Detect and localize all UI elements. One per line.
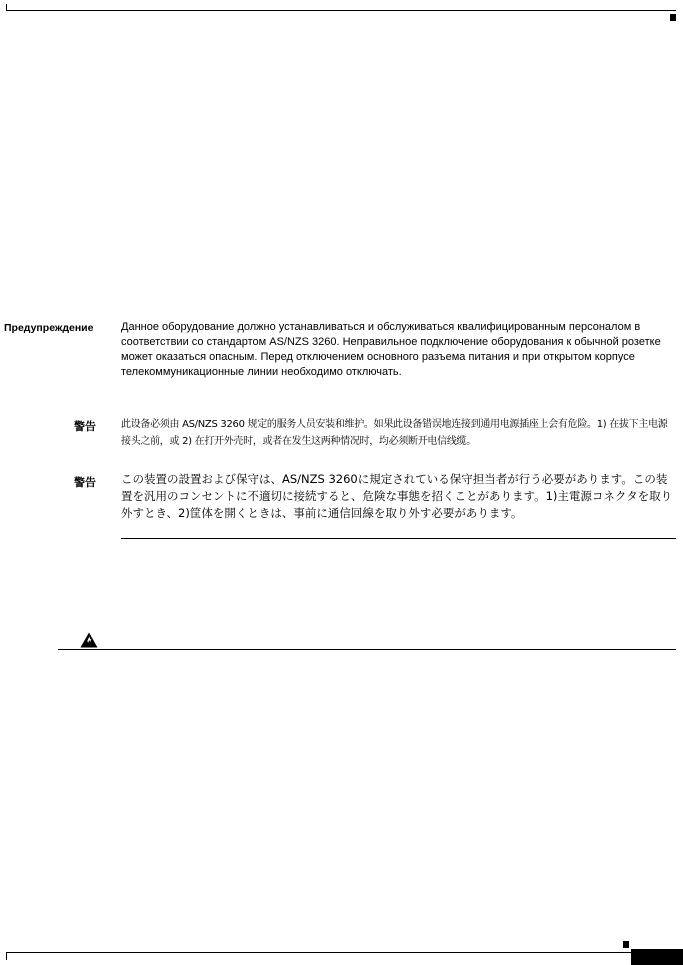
caution-rule bbox=[58, 649, 676, 650]
warning-label-japanese: 警告 bbox=[74, 476, 96, 489]
warning-label-chinese: 警告 bbox=[74, 420, 96, 433]
warning-text-chinese: 此设备必须由 AS/NZS 3260 规定的服务人员安装和维护。如果此设备错误地连接到通用电源插座上会有危险。1) 在拔下主电源接头之前，或 2) 在打开外壳时，或者在发生这两种情况时，均必须断开电信线缆。 bbox=[121, 419, 668, 447]
header-corner-mark bbox=[6, 4, 7, 11]
header-marker bbox=[670, 14, 676, 21]
footer-page-tab bbox=[631, 949, 683, 965]
footer-marker bbox=[623, 941, 629, 948]
warning-text-japanese: この装置の設置および保守は、AS/NZS 3260に規定されている保守担当者が行う必要があります。この装置を汎用のコンセントに不適切に接続すると、危険な事態を招くことがあります。1)主電源コネクタを取り外すとき、2)筐体を開くときは、事前に通信回線を取り外す必要があります。 bbox=[121, 472, 673, 520]
footer-corner-mark bbox=[6, 952, 7, 960]
warning-label-russian: Предупреждение bbox=[4, 322, 94, 334]
section-end-rule bbox=[121, 538, 676, 539]
warning-triangle-icon bbox=[80, 632, 98, 648]
warning-text-russian: Данное оборудование должно устанавливаться и обслуживаться квалифицированным персоналом в соответствии со стандартом AS/NZS 3260. Неправильное подключение оборудования к обычной розетке может оказаться опасным. Перед отключением основного разъема питания и при открытом корпусе телекоммуникационные линии необходимо отключать. bbox=[121, 321, 661, 378]
header-rule bbox=[6, 10, 676, 11]
footer-rule bbox=[6, 952, 683, 953]
